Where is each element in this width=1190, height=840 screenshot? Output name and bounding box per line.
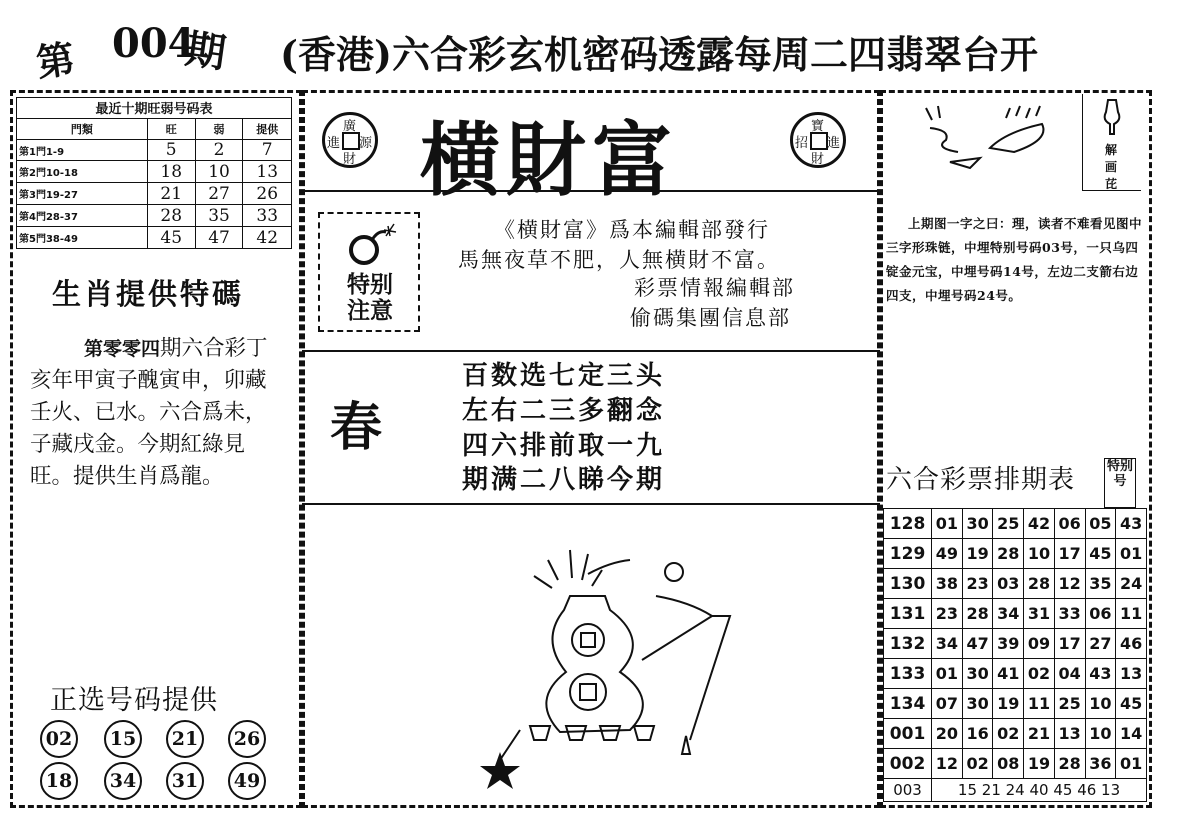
notice-line: 偷碼集團信息部 [630,306,791,330]
num-cell: 10 [1085,719,1116,749]
table-row [17,205,292,227]
num-cell: 28 [993,539,1024,569]
history-col: 提供 [243,118,292,139]
cell-wang: 5 [147,139,195,161]
num-cell: 21 [1024,719,1055,749]
coin-char: 招 [795,136,809,151]
schedule-table [883,508,1147,802]
table-row [17,227,292,249]
spring-char: 春 [330,397,383,458]
header [20,10,1170,86]
num-cell: 02 [993,719,1024,749]
period-cell: 133 [884,659,932,689]
history-col: 弱 [195,118,243,139]
num-cell: 45 [1085,539,1116,569]
num-cell: 33 [1054,599,1085,629]
poem-line: 左右二三多翻念 [462,396,666,426]
riddle-picture-icon [910,100,1070,180]
poem-line: 期满二八睇今期 [462,465,666,495]
zodiac-issue-cn: 零零四 [103,338,161,360]
cell-ti: 26 [243,183,292,205]
special-cell: 11 [1116,599,1147,629]
riddle-illustration-icon [460,540,740,790]
num-cell: 19 [1024,749,1055,779]
num-cell: 17 [1054,539,1085,569]
period-cell: 129 [884,539,932,569]
num-cell: 11 [1024,689,1055,719]
row-label: 第2門10-18 [17,161,148,183]
num-cell: 30 [962,509,993,539]
special-cell: 24 [1116,569,1147,599]
num-cell: 31 [1024,599,1055,629]
num-cell: 27 [1085,629,1116,659]
table-row [884,599,1147,629]
history-col: 旺 [147,118,195,139]
coin-char: 財 [811,152,825,167]
poem-line: 百数选七定三头 [462,361,666,391]
num-cell: 28 [962,599,993,629]
special-cell: 13 [1116,659,1147,689]
num-cell: 08 [993,749,1024,779]
coin-char: 寶 [811,119,825,134]
period-cell: 130 [884,569,932,599]
num-cell: 16 [962,719,993,749]
coin-left-icon [322,112,378,168]
special-cell: 46 [1116,629,1147,659]
num-cell: 06 [1054,509,1085,539]
num-cell: 30 [962,659,993,689]
cell-ti: 13 [243,161,292,183]
cell-ti: 42 [243,227,292,249]
special-cell: 45 [1116,689,1147,719]
pick-ball: 21 [166,720,204,758]
period-cell: 002 [884,749,932,779]
num-cell: 07 [932,689,963,719]
table-row [884,779,1147,802]
cell-ruo: 47 [195,227,243,249]
period-cell: 131 [884,599,932,629]
cell-ruo: 27 [195,183,243,205]
cell-wang: 18 [147,161,195,183]
num-cell: 25 [993,509,1024,539]
row-label: 第3門19-27 [17,183,148,205]
row-label: 第1門1-9 [17,139,148,161]
num-cell: 05 [1085,509,1116,539]
table-row [884,689,1147,719]
cell-wang: 28 [147,205,195,227]
special-cell: 01 [1116,539,1147,569]
header-di: 第 [33,35,78,86]
cell-wang: 45 [147,227,195,249]
num-cell: 17 [1054,629,1085,659]
pick-ball: 15 [104,720,142,758]
zodiac-body: 期六合彩丁亥年甲寅子醜寅申，卯藏壬火、已水。六合爲未，子藏戌金。今期紅綠見旺。提供生肖爲龍。 [30,336,268,489]
num-cell: 12 [932,749,963,779]
notice-label-1: 特别 [347,272,393,298]
table-row [884,509,1147,539]
notice-line: 馬無夜草不肥，人無横財不富。 [458,248,780,272]
num-cell: 19 [993,689,1024,719]
table-row [17,139,292,161]
period-cell: 128 [884,509,932,539]
coin-char: 源 [359,136,373,151]
page-title: (香港)六合彩玄机密码透露每周二四翡翠台开 [280,32,1038,77]
row-label: 第5門38-49 [17,227,148,249]
notice-line: 《横財富》爲本編輯部發行 [494,218,770,242]
num-cell: 42 [1024,509,1055,539]
zodiac-issue-prefix: 第 [84,338,104,360]
num-cell: 35 [1085,569,1116,599]
num-cell: 04 [1054,659,1085,689]
period-cell: 132 [884,629,932,659]
coin-right-icon [790,112,846,168]
history-table [16,97,292,249]
header-qi: 期 [182,25,229,78]
history-caption: 最近十期旺弱号码表 [17,98,292,119]
tip-label: 解画芘 [1104,143,1117,191]
pick-ball: 26 [228,720,266,758]
cell-ti: 33 [243,205,292,227]
pick-ball: 34 [104,762,142,800]
pick-ball: 49 [228,762,266,800]
num-cell: 19 [962,539,993,569]
riddle-text: 上期图一字之曰：理，读者不难看见图中三字形珠链，中埋特别号码03号，一只乌四锭金元宝，中埋号码14号，左边二支箭右边四支，中埋号码24号。 [886,216,1143,303]
cell-ruo: 10 [195,161,243,183]
notice-label-2: 注意 [347,298,393,324]
picks-title: 正选号码提供 [50,685,218,716]
num-cell: 41 [993,659,1024,689]
poem-line: 四六排前取一九 [462,431,666,461]
num-cell: 28 [1054,749,1085,779]
issue-number: 004 [112,20,196,67]
coin-char: 廣 [343,119,357,134]
table-row [884,539,1147,569]
special-cell: 01 [1116,749,1147,779]
num-cell: 10 [1085,689,1116,719]
num-cell: 39 [993,629,1024,659]
notice-label [330,272,410,324]
num-cell: 47 [962,629,993,659]
num-cell: 28 [1024,569,1055,599]
divider [302,350,880,352]
zodiac-text [30,333,270,493]
num-cell: 34 [993,599,1024,629]
num-cell: 03 [993,569,1024,599]
notice-line: 彩票情報編輯部 [634,276,795,300]
table-row [884,749,1147,779]
num-cell: 01 [932,659,963,689]
period-cell: 001 [884,719,932,749]
num-cell: 01 [932,509,963,539]
num-cell: 23 [932,599,963,629]
num-cell: 20 [932,719,963,749]
latest-numbers: 15 21 24 40 45 46 13 [932,779,1147,802]
coin-char: 財 [343,152,357,167]
row-label: 第4門28-37 [17,205,148,227]
period-cell: 134 [884,689,932,719]
pointing-hand-icon [1100,98,1124,138]
cell-wang: 21 [147,183,195,205]
cell-ruo: 2 [195,139,243,161]
coin-char: 進 [827,136,841,151]
num-cell: 38 [932,569,963,599]
num-cell: 12 [1054,569,1085,599]
table-row [884,569,1147,599]
num-cell: 02 [962,749,993,779]
num-cell: 13 [1054,719,1085,749]
num-cell: 49 [932,539,963,569]
num-cell: 23 [962,569,993,599]
num-cell: 25 [1054,689,1085,719]
table-row [17,183,292,205]
pick-ball: 02 [40,720,78,758]
schedule-title: 六合彩票排期表 [886,465,1076,495]
special-number-label: 特别号 [1104,458,1136,508]
divider [302,503,880,505]
special-cell: 43 [1116,509,1147,539]
num-cell: 06 [1085,599,1116,629]
cell-ti: 7 [243,139,292,161]
special-cell: 14 [1116,719,1147,749]
cell-ruo: 35 [195,205,243,227]
pick-ball: 18 [40,762,78,800]
num-cell: 02 [1024,659,1055,689]
history-col: 門類 [17,118,148,139]
table-row [884,719,1147,749]
table-row [884,659,1147,689]
table-row [17,161,292,183]
brand-name: 横財富 [420,113,678,207]
num-cell: 34 [932,629,963,659]
num-cell: 30 [962,689,993,719]
num-cell: 36 [1085,749,1116,779]
num-cell: 10 [1024,539,1055,569]
bomb-icon [344,222,404,268]
coin-char: 進 [327,136,341,151]
period-cell: 003 [884,779,932,802]
pick-ball: 31 [166,762,204,800]
table-row [884,629,1147,659]
zodiac-title: 生肖提供特碼 [52,277,245,311]
num-cell: 09 [1024,629,1055,659]
num-cell: 43 [1085,659,1116,689]
